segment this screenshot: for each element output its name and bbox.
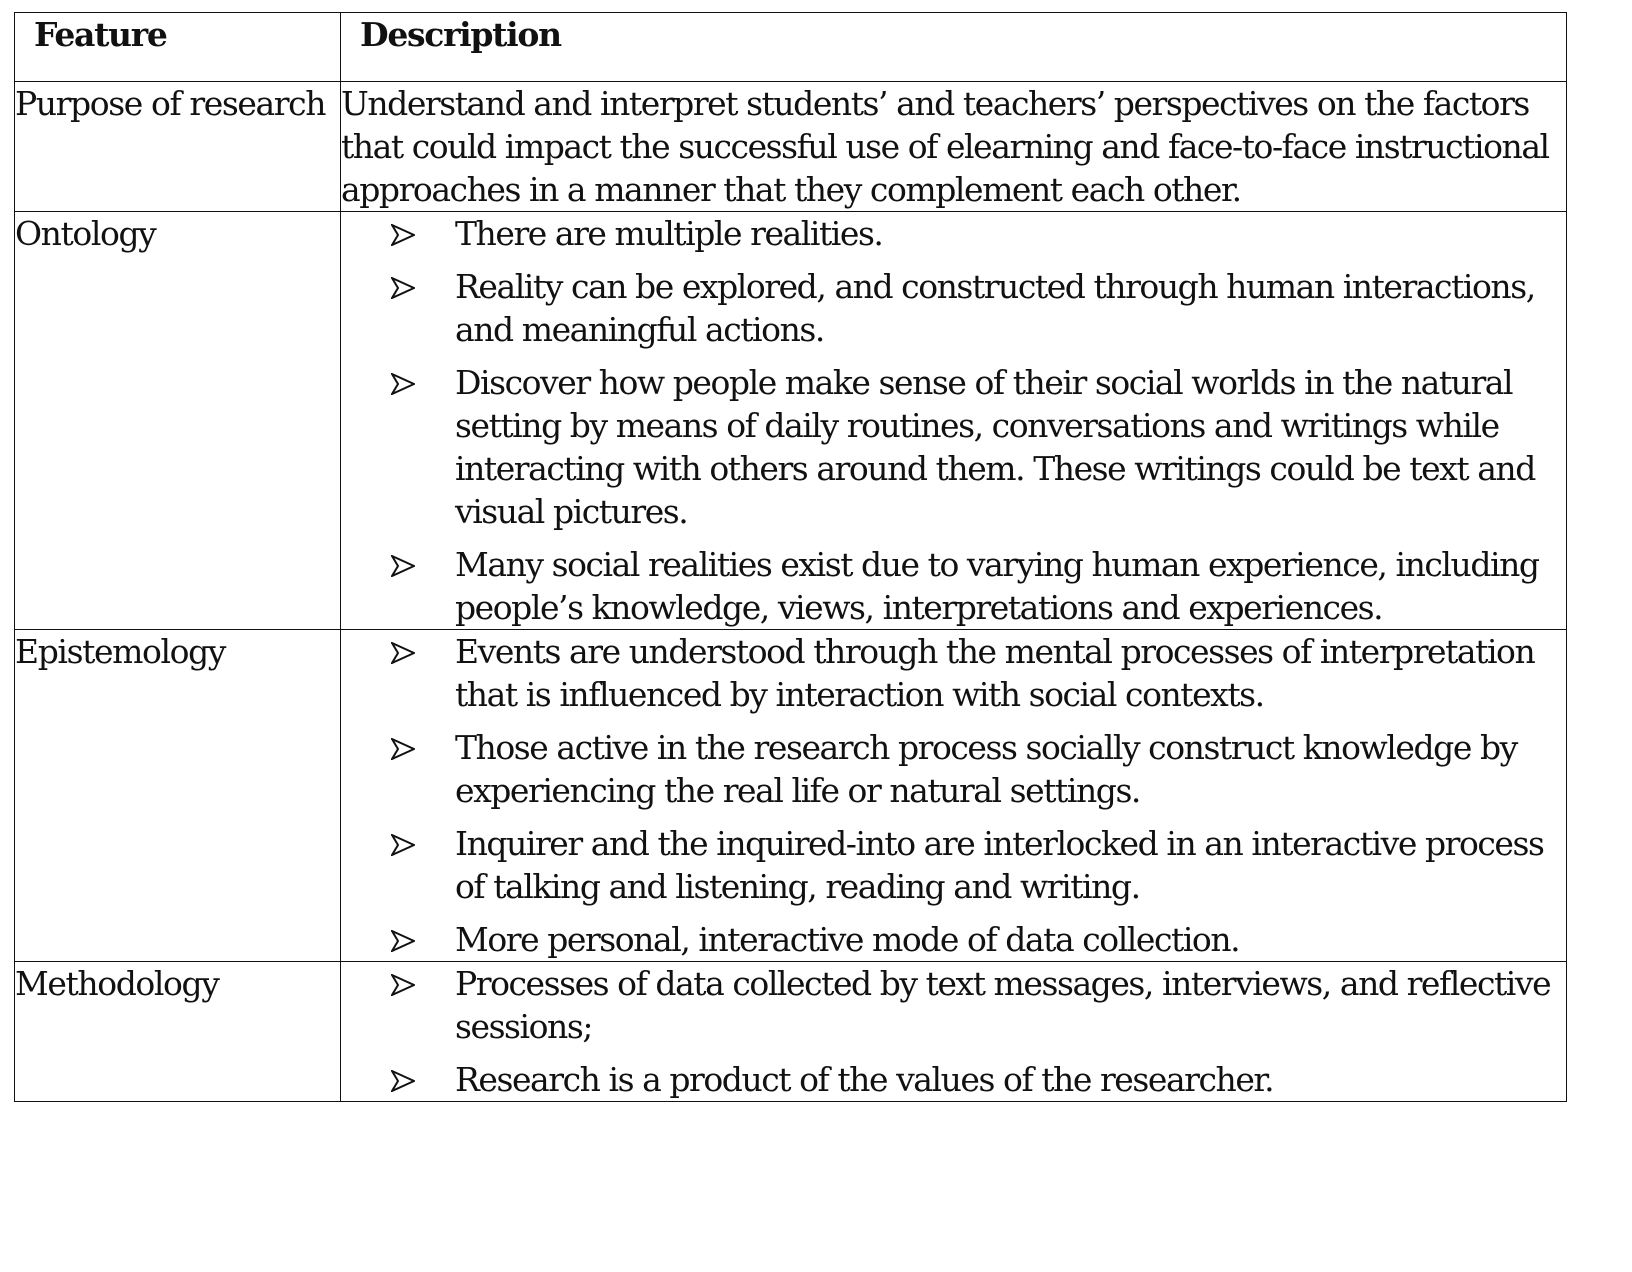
research-paradigm-table bbox=[14, 12, 1567, 1102]
bullet-text: There are multiple realities. bbox=[455, 214, 883, 253]
header-row bbox=[15, 13, 1567, 82]
list-item bbox=[341, 361, 1566, 533]
table-row-ontology bbox=[15, 212, 1567, 630]
list-item bbox=[341, 543, 1566, 629]
bullet-list bbox=[341, 630, 1566, 961]
arrowhead-bullet-icon bbox=[391, 630, 415, 664]
arrowhead-bullet-icon bbox=[391, 361, 415, 395]
list-item bbox=[341, 822, 1566, 908]
arrowhead-bullet-icon bbox=[391, 1058, 415, 1092]
list-item bbox=[341, 1058, 1566, 1101]
arrowhead-bullet-icon bbox=[391, 212, 415, 246]
bullet-text: Research is a product of the values of the researcher. bbox=[455, 1060, 1274, 1099]
arrowhead-bullet-icon bbox=[391, 265, 415, 299]
description-cell bbox=[341, 212, 1567, 630]
arrowhead-bullet-icon bbox=[391, 918, 415, 952]
table-row-epistemology bbox=[15, 630, 1567, 962]
bullet-text: Many social realities exist due to varying human experience, including people’s knowledge, views, interpretations and experiences. bbox=[455, 545, 1539, 627]
description-cell bbox=[341, 630, 1567, 962]
arrowhead-bullet-icon bbox=[391, 962, 415, 996]
feature-cell: Ontology bbox=[15, 212, 341, 630]
bullet-list bbox=[341, 212, 1566, 629]
arrowhead-bullet-icon bbox=[391, 726, 415, 760]
feature-cell: Epistemology bbox=[15, 630, 341, 962]
feature-cell: Purpose of research bbox=[15, 82, 341, 212]
table-row-methodology bbox=[15, 962, 1567, 1102]
header-description: Description bbox=[341, 13, 1567, 82]
bullet-text: Events are understood through the mental processes of interpretation that is influenced by interaction with social contexts. bbox=[455, 632, 1535, 714]
bullet-text: Discover how people make sense of their social worlds in the natural setting by means of daily routines, conversations and writings while interacting with others around them. These writings could be text and visual pictures. bbox=[455, 363, 1535, 531]
bullet-list bbox=[341, 962, 1566, 1101]
list-item bbox=[341, 726, 1566, 812]
list-item bbox=[341, 630, 1566, 716]
bullet-text: Reality can be explored, and constructed through human interactions, and meaningful actions. bbox=[455, 267, 1535, 349]
bullet-text: Inquirer and the inquired-into are interlocked in an interactive process of talking and listening, reading and writing. bbox=[455, 824, 1544, 906]
table-row-purpose bbox=[15, 82, 1567, 212]
bullet-text: More personal, interactive mode of data collection. bbox=[455, 920, 1240, 959]
description-cell: Understand and interpret students’ and teachers’ perspectives on the factors that could impact the successful use of elearning and face-to-face instructional approaches in a manner that they complement each other. bbox=[341, 82, 1567, 212]
bullet-text: Processes of data collected by text messages, interviews, and reflective sessions; bbox=[455, 964, 1551, 1046]
feature-cell: Methodology bbox=[15, 962, 341, 1102]
list-item bbox=[341, 265, 1566, 351]
list-item bbox=[341, 212, 1566, 255]
arrowhead-bullet-icon bbox=[391, 543, 415, 577]
arrowhead-bullet-icon bbox=[391, 822, 415, 856]
description-cell bbox=[341, 962, 1567, 1102]
list-item bbox=[341, 962, 1566, 1048]
bullet-text: Those active in the research process socially construct knowledge by experiencing the real life or natural settings. bbox=[455, 728, 1517, 810]
list-item bbox=[341, 918, 1566, 961]
header-feature: Feature bbox=[15, 13, 341, 82]
